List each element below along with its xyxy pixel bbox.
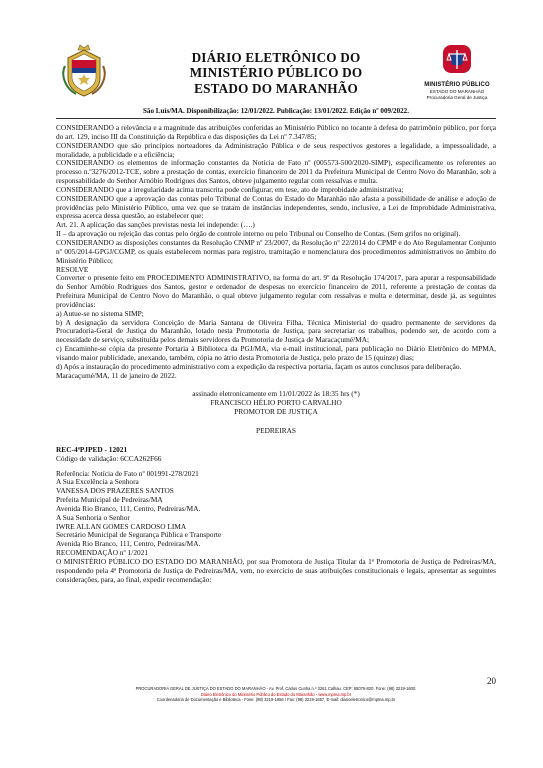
rec-code: REC-4ªPJPED - 12021 <box>56 444 128 454</box>
paragraph: II – da aprovação ou rejeição das contas pelo órgão de controle interno ou pelo Tribunal ou Conselho de Contas. (Sem grifos no original). <box>56 229 461 239</box>
paragraph: Art. 21. A aplicação das sanções previstas nesta lei independe: (….) <box>56 220 255 230</box>
rec-line: Avenida Rio Branco, 111, Centro, Pedreiras/MA. <box>56 539 201 549</box>
signer-name: FRANCISCO HÉLIO PORTO CARVALHO <box>210 398 342 408</box>
paragraph: CONSIDERANDO as disposições constantes da Resolução CNMP nº 23/2007, da Resolução nº 22/2014 do CPMP e do Ato Regulamentar Conjunto nº 005/2014-GPGJ/CGMP, os quais estabelecem normas para registro, tramitação e nomenclatura dos procedimentos administrativos no âmbito do Ministério Público; <box>56 237 496 265</box>
footer-site: Diário Eletrônico do Ministério Público do Estado do Maranhão - www.mpma.mp.br <box>200 691 352 697</box>
rec-line: RECOMENDAÇÃO nº 1/2021 <box>56 548 149 558</box>
validation-code: Código de validação: 6CCA262F66 <box>56 453 162 463</box>
section-title: PEDREIRAS <box>256 426 296 435</box>
rec-line: Prefeita Municipal de Pedreiras/MA <box>56 495 163 505</box>
list-item: b) A designação da servidora Conceição de Maria Santana de Oliveira Filha, Técnica Ministerial do quadro permanente de servidores da Procuradoria-Geral de Justiça do Maranhão, lotado nesta Promotoria de Justiça, para secretariar os trabalhos, podendo ser, de acordo com a necessidade de serviço, substituída pelos demais servidores da Promotoria de Justiça de Maracaçumé/MA; <box>56 317 496 345</box>
mp-logo-pgj: Procuradoria Geral de Justiça <box>426 94 488 100</box>
signature-block <box>56 390 496 417</box>
mp-logo-name: MINISTÉRIO PÚBLICO <box>424 82 490 88</box>
footer-contact: Coordenadoria de Documentação e Biblioteca - Fone: (98) 3219-1656 / Fax: (98) 3219-1657, E-mail: diarioeletronico@mpma.mp.br <box>156 697 396 703</box>
header-divider <box>56 118 496 119</box>
list-item: d) Após a instauração do procedimento administrativo com a expedição da respectiva portaria, façam os autos conclusos para deliberação. <box>56 361 462 371</box>
rec-line: A Sua Excelência a Senhora <box>56 477 139 487</box>
list-item: c) Encaminhe-se cópia da presente Portaria à Biblioteca da PGJ/MA, via e-mail institucional, para publicação no Diário Eletrônico do MPMA, visando maior publicidade, anexando, também, cópia no átrio desta Promotoria de Justiça, pelo prazo de 15 (quinze) dias; <box>56 344 496 362</box>
paragraph: CONSIDERANDO que são princípios norteadores da Administração Pública e de seus respectivos gestores a legalidade, a impessoalidade, a moralidade, a publicidade e a eficiência; <box>56 140 496 159</box>
document-body <box>56 124 496 585</box>
page-footer <box>56 686 496 703</box>
masthead-line-2: MINISTÉRIO PÚBLICO DO <box>189 65 363 81</box>
mp-logo <box>418 44 496 100</box>
rec-line: A Sua Senhoria o Senhor <box>56 512 130 522</box>
rec-line: IWRE ALLAN GOMES CARDOSO LIMA <box>56 521 187 531</box>
page-number: 20 <box>487 676 496 686</box>
rec-line: Referência: Notícia de Fato nº 001991-278/2021 <box>56 468 199 478</box>
footer-address: PROCURADORIA GERAL DE JUSTIÇA DO ESTADO DO MARANHÃO - Av. Prof. Carlos Cunha n.º 3261 Calhau. CEP: 65076-820. Fone: (98) 3219-1600. <box>135 686 417 691</box>
paragraph: CONSIDERANDO que a aprovação das contas pelo Tribunal de Contas do Estado do Maranhão não afasta a possibilidade de análise e adoção de providências pelo Ministério Público, uma vez que se tratam de instâncias independentes, sendo, inclusive, a Lei de Improbidade Administrativa, expressa acerca dessa questão, ao estabelecer que: <box>56 193 496 221</box>
rec-final-paragraph: O MINISTÉRIO PÚBLICO DO ESTADO DO MARANHÃO, por sua Promotora de Justiça Titular da 1ª Promotoria de Justiça de Pedreiras/MA, respondendo pela 4ª Promotoria de Justiça de Pedreiras/MA, vem, no exercício de suas atribuições constitucionais e legais, apresentar as seguintes considerações, para, ao final, expedir recomendação: <box>56 556 496 584</box>
resolve-heading: RESOLVE <box>56 264 89 274</box>
place-date: Maracaçumé/MA, 11 de janeiro de 2022. <box>56 370 177 380</box>
page-header <box>56 42 496 104</box>
publication-line: São Luís/MA. Disponibilização: 12/01/2022. Publicação: 13/01/2022. Edição nº 009/2022. <box>142 107 409 115</box>
paragraph: CONSIDERANDO que a irregularidade acima transcrita pode configurar, em tese, ato de improbidade administrativa; <box>56 184 404 194</box>
paragraph: CONSIDERANDO os elementos de informação constantes da Notícia de Fato nº (005573-500/2020-SIMP), especificamente os referentes ao processo n.º3276/2012-TCE, sobre a prestação de contas, exercício financeiro de 2011 da Prefeitura Municipal de Centro Novo do Maranhão, sob a responsabilidade do Senhor Arnóbio Rodrigues dos Santos, obteve julgamento regular com ressalvas e multa. <box>56 158 496 186</box>
masthead-line-1: DIÁRIO ELETRÔNICO DO <box>191 50 361 65</box>
mp-logo-state: ESTADO DO MARANHÃO <box>429 89 485 94</box>
paragraph: CONSIDERANDO a relevância e a magnitude das atribuições conferidas ao Ministério Público no tocante à defesa do patrimônio público, por força do art. 129, inciso III da Constituição da República e das disposições da Lei nº 7.347/85; <box>56 123 496 141</box>
signer-role: PROMOTOR DE JUSTIÇA <box>234 407 318 417</box>
mp-scales-icon <box>442 44 472 76</box>
list-item: a) Autue-se no sistema SIMP; <box>56 308 144 318</box>
paragraph: Converter o presente feito em PROCEDIMENTO ADMINISTRATIVO, na forma do art. 9º da Resolução 174/2017, para apurar a responsabilidade do Senhor Arnóbio Rodrigues dos Santos, gestor e ordenador de despesas no exercício financeiro de 2011, referente a prestação de contas da Prefeitura Municipal de Centro Novo do Maranhão, o qual obteve julgamento regular com ressalvas e multa e determinar, desde já, as seguintes providências: <box>56 273 496 309</box>
rec-line: Avenida Rio Branco, 111, Centro, Pedreiras/MA. <box>56 503 201 513</box>
masthead-line-3: ESTADO DO MARANHÃO <box>194 80 358 96</box>
rec-line: VANESSA DOS PRAZERES SANTOS <box>56 486 174 496</box>
rec-line: Secretário Municipal de Segurança Pública e Transporte <box>56 530 222 540</box>
signature-timestamp: assinado eletronicamente em 11/01/2022 às 18:35 hrs (*) <box>192 389 360 399</box>
